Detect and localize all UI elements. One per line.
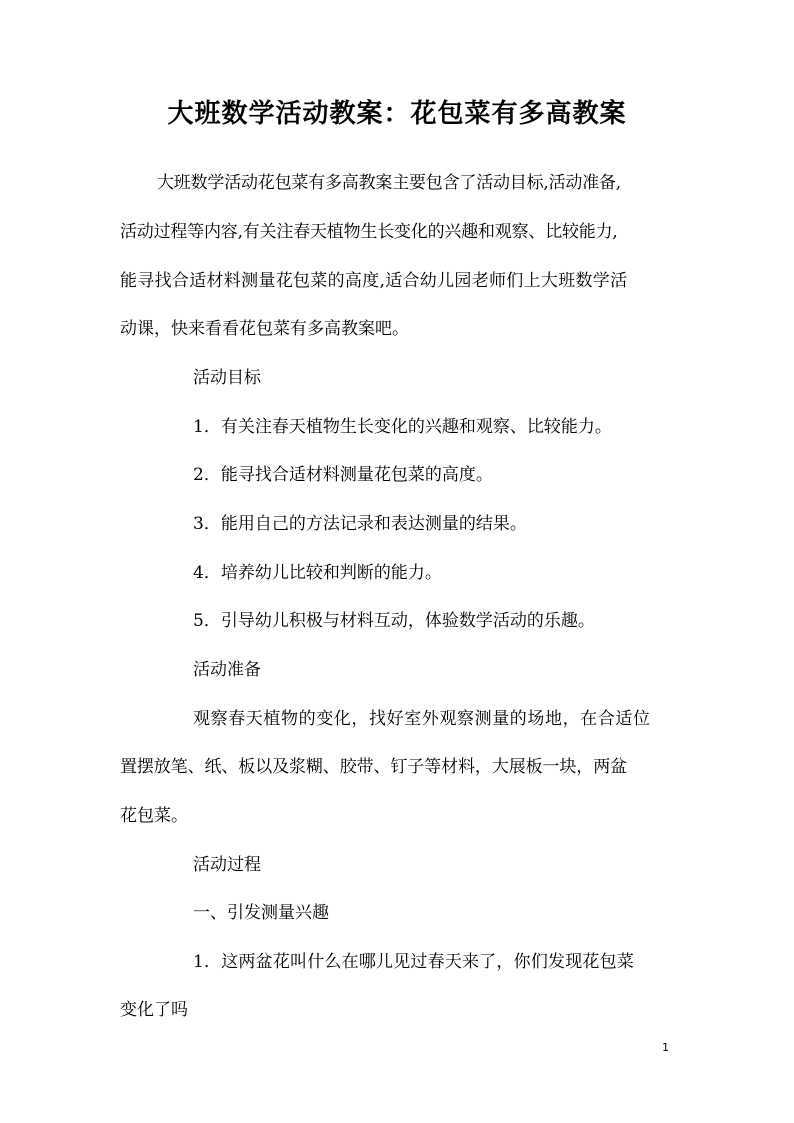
- prep-line-2: 置摆放笔、纸、板以及浆糊、胶带、钉子等材料，大展板一块，两盆: [120, 757, 627, 777]
- goal-item-5: 5．引导幼儿积极与材料互动，体验数学活动的乐趣。: [193, 611, 595, 631]
- prep-line-1: 观察春天植物的变化，找好室外观察测量的场地，在合适位: [193, 709, 651, 729]
- goal-item-3: 3．能用自己的方法记录和表达测量的结果。: [193, 514, 527, 534]
- goal-item-2: 2．能寻找合适材料测量花包菜的高度。: [193, 465, 493, 485]
- intro-line-1: 大班数学活动花包菜有多高教案主要包含了活动目标,活动准备,: [157, 173, 622, 193]
- heading-prep: 活动准备: [193, 660, 261, 680]
- goal-item-4: 4．培养幼儿比较和判断的能力。: [193, 563, 442, 583]
- heading-process: 活动过程: [193, 855, 261, 875]
- goal-item-1: 1．有关注春天植物生长变化的兴趣和观察、比较能力。: [193, 417, 612, 437]
- intro-line-3: 能寻找合适材料测量花包菜的高度,适合幼儿园老师们上大班数学活: [120, 271, 628, 291]
- prep-line-3: 花包菜。: [120, 806, 188, 826]
- intro-line-2: 活动过程等内容,有关注春天植物生长变化的兴趣和观察、比较能力,: [120, 222, 618, 242]
- process-item-line-1: 1．这两盆花叫什么在哪儿见过春天来了，你们发现花包菜: [193, 952, 635, 972]
- page-title: 大班数学活动教案：花包菜有多高教案: [167, 99, 627, 129]
- process-step-one: 一、引发测量兴趣: [193, 903, 329, 923]
- process-item-line-2: 变化了吗: [120, 1000, 188, 1020]
- intro-line-4: 动课，快来看看花包菜有多高教案吧。: [120, 319, 409, 339]
- page-number: 1: [662, 1041, 669, 1054]
- heading-goals: 活动目标: [193, 368, 261, 388]
